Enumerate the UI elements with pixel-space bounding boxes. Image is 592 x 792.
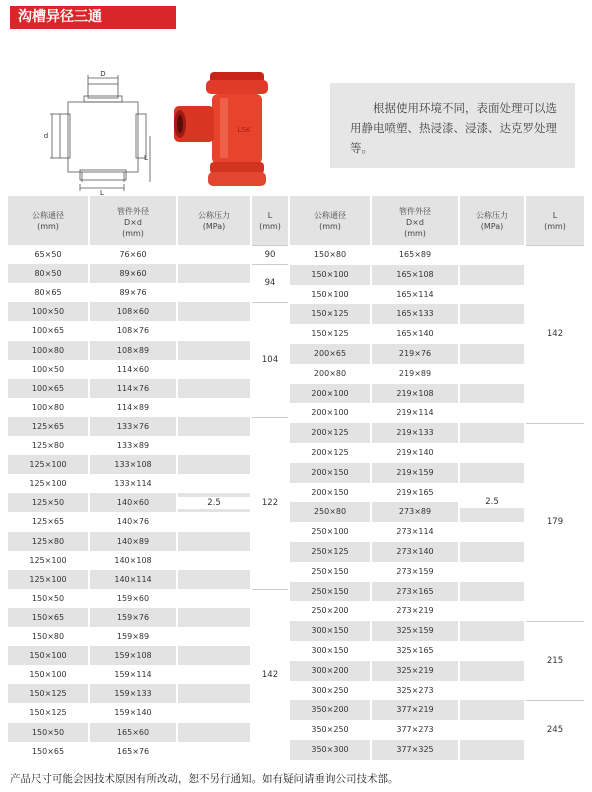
label-D: D [100, 70, 106, 78]
table-cell-bg [178, 398, 250, 417]
table-cell-bg [178, 570, 250, 589]
table-cell: 133×108 [90, 455, 176, 474]
label-d: d [43, 132, 49, 140]
table-cell: 150×50 [8, 723, 88, 742]
table-cell: 219×76 [372, 344, 458, 364]
table-cell: 325×273 [396, 685, 434, 695]
pressure-value: 2.5 [178, 497, 250, 509]
table-cell-bg [178, 321, 250, 340]
length-value: 122 [261, 497, 279, 508]
table-cell: 219×114 [396, 408, 434, 418]
table-cell: 273×140 [372, 542, 458, 562]
table-cell: 150×125 [290, 304, 370, 324]
table-cell: 140×60 [90, 493, 176, 512]
header-col1 [8, 196, 88, 245]
header-col1-line: (mm) [37, 222, 59, 231]
table-cell-bg [178, 245, 250, 264]
table-cell-bg [178, 608, 250, 627]
table-cell: 89×60 [90, 264, 176, 283]
header-col3-line: (MPa) [202, 222, 226, 231]
table-cell: 150×100 [311, 289, 349, 299]
table-cell-bg [178, 283, 250, 302]
label-L-horizontal: L [100, 189, 104, 195]
table-cell: 200×125 [290, 423, 370, 443]
length-value: 142 [546, 329, 564, 340]
table-cell: 250×150 [311, 566, 349, 576]
table-cell: 219×165 [396, 487, 434, 497]
table-cell: 150×100 [290, 265, 370, 285]
header-col1 [290, 196, 370, 245]
table-cell: 219×133 [372, 423, 458, 443]
table-cell: 114×89 [116, 402, 150, 412]
table-cell: 200×125 [311, 448, 349, 457]
table-cell: 108×89 [90, 341, 176, 360]
header-col4-line: (mm) [259, 222, 281, 231]
table-cell-bg [460, 542, 524, 562]
table-cell: 150×65 [31, 746, 65, 756]
table-cell: 200×65 [290, 344, 370, 364]
table-cell-bg [178, 360, 250, 379]
table-cell: 159×76 [90, 608, 176, 627]
table-cell: 100×50 [8, 302, 88, 321]
table-cell-bg [460, 661, 524, 681]
surface-treatment-note: 根据使用环境不同，表面处理可以选用静电喷塑、热浸漆、浸漆、达克罗处理等。 [350, 101, 557, 155]
table-cell: 80×50 [8, 264, 88, 283]
table-cell-bg [460, 304, 524, 324]
table-cell-bg [178, 589, 250, 608]
length-value: 142 [261, 669, 279, 680]
table-cell: 350×200 [290, 700, 370, 720]
table-cell: 133×89 [116, 441, 150, 450]
table-cell: 159×140 [114, 708, 152, 718]
table-cell: 140×89 [90, 532, 176, 551]
product-photo [172, 68, 287, 198]
left-spec-table [8, 196, 288, 761]
length-value: 90 [264, 249, 276, 260]
table-cell: 250×200 [311, 606, 349, 616]
table-cell-bg [178, 302, 250, 321]
table-cell: 125×50 [8, 493, 88, 512]
header-col2-line: D×d [406, 218, 424, 227]
table-cell: 133×114 [114, 479, 152, 489]
table-cell: 300×250 [311, 685, 349, 695]
table-cell: 150×125 [8, 684, 88, 703]
table-cell: 165×133 [372, 304, 458, 324]
table-cell: 165×60 [90, 723, 176, 742]
table-cell: 219×159 [372, 463, 458, 483]
table-cell-bg [460, 562, 524, 582]
table-cell: 300×200 [290, 661, 370, 681]
table-cell: 150×50 [31, 593, 65, 603]
table-cell: 100×65 [8, 379, 88, 398]
table-cell: 325×219 [372, 661, 458, 681]
table-cell: 165×114 [396, 289, 434, 299]
table-cell: 65×50 [34, 250, 62, 259]
table-cell: 273×159 [396, 566, 434, 576]
table-cell: 273×89 [372, 502, 458, 522]
table-cell: 159×133 [90, 684, 176, 703]
header-col4-line: L [267, 211, 273, 220]
table-cell: 150×125 [311, 329, 349, 339]
table-cell-bg [178, 264, 250, 283]
table-cell-bg [460, 463, 524, 483]
table-cell: 125×100 [29, 479, 67, 489]
table-cell-bg [460, 720, 524, 740]
header-col4 [252, 196, 288, 245]
table-cell: 125×80 [8, 532, 88, 551]
header-col4-line: L [552, 211, 558, 220]
table-cell: 140×108 [114, 555, 152, 565]
table-cell: 114×76 [90, 379, 176, 398]
table-cell: 140×76 [116, 517, 150, 527]
table-cell-bg [178, 512, 250, 531]
table-cell: 250×100 [311, 527, 349, 537]
table-cell: 219×89 [398, 368, 432, 378]
photo-brand-mark: LSK [237, 126, 251, 134]
header-col2-line: D×d [124, 218, 142, 227]
header-col3-line: 公称压力 [198, 211, 230, 220]
length-value: 179 [546, 517, 564, 528]
table-cell: 325×159 [372, 621, 458, 641]
header-col3-line: (MPa) [480, 222, 504, 231]
header-col3 [178, 196, 250, 245]
table-cell-bg [178, 627, 250, 646]
table-cell: 250×150 [290, 582, 370, 602]
table-cell: 150×65 [8, 608, 88, 627]
table-cell: 125×100 [29, 555, 67, 565]
table-cell: 150×125 [29, 708, 67, 718]
table-cell-bg [460, 740, 524, 760]
table-cell-bg [178, 379, 250, 398]
table-cell: 159×114 [114, 670, 152, 680]
table-cell: 200×150 [311, 487, 349, 497]
table-cell: 200×80 [313, 368, 347, 378]
table-cell: 100×65 [31, 326, 65, 336]
table-cell: 80×65 [34, 288, 62, 298]
table-cell-bg [460, 384, 524, 404]
table-cell: 100×80 [31, 402, 65, 412]
table-cell: 300×150 [290, 621, 370, 641]
table-cell: 76×60 [119, 250, 147, 259]
header-col1-line: 公称通径 [32, 211, 64, 220]
header-col3 [460, 196, 524, 245]
table-cell-bg [460, 285, 524, 305]
table-cell: 273×219 [396, 606, 434, 616]
length-value: 94 [264, 278, 276, 289]
table-cell: 200×150 [290, 463, 370, 483]
table-cell-bg [178, 436, 250, 455]
right-spec-table [290, 196, 584, 760]
header-col2-line: (mm) [122, 229, 144, 238]
pressure-value: 2.5 [460, 496, 524, 508]
table-cell-bg [178, 684, 250, 703]
table-cell: 159×89 [116, 632, 150, 641]
table-cell: 165×108 [372, 265, 458, 285]
table-cell: 133×76 [90, 417, 176, 436]
table-cell: 200×100 [290, 384, 370, 404]
length-value: 104 [261, 354, 279, 365]
table-cell-bg [460, 423, 524, 443]
table-cell-bg [178, 341, 250, 360]
table-cell-bg [178, 474, 250, 493]
table-cell: 150×100 [29, 670, 67, 680]
table-cell: 219×140 [396, 448, 434, 457]
header-col2-line: 管件外径 [117, 207, 149, 216]
label-L-vertical: L [144, 154, 148, 162]
header-col2-line: (mm) [404, 229, 426, 238]
table-cell-bg [178, 646, 250, 665]
table-cell: 325×165 [396, 646, 434, 655]
table-cell: 350×300 [290, 740, 370, 760]
table-cell-bg [178, 551, 250, 570]
header-col4-line: (mm) [544, 222, 566, 231]
table-cell: 140×114 [90, 570, 176, 589]
table-cell: 159×108 [90, 646, 176, 665]
table-cell: 100×50 [31, 364, 65, 374]
table-cell: 125×65 [31, 517, 65, 527]
header-col1-line: 公称通径 [314, 211, 346, 220]
table-cell: 165×89 [398, 250, 432, 259]
table-cell: 250×80 [290, 502, 370, 522]
header-col4 [526, 196, 584, 245]
table-cell: 350×250 [311, 725, 349, 735]
table-cell: 377×273 [396, 725, 434, 735]
header-col2-line: 管件外径 [399, 207, 431, 216]
table-cell: 100×80 [8, 341, 88, 360]
table-cell-bg [178, 742, 250, 761]
table-cell: 219×108 [372, 384, 458, 404]
table-cell: 114×60 [116, 364, 150, 374]
table-cell-bg [178, 532, 250, 551]
table-cell: 150×80 [31, 632, 65, 641]
tee-dimension-diagram [40, 70, 155, 195]
table-cell: 273×114 [396, 527, 434, 537]
table-cell-bg [460, 681, 524, 701]
table-cell: 165×140 [396, 329, 434, 339]
header-col2 [90, 196, 176, 245]
table-cell: 125×80 [31, 441, 65, 450]
footer-note: 产品尺寸可能会因技术原因有所改动，恕不另行通知。如有疑问请垂询公司技术部。 [10, 773, 399, 785]
table-cell-bg [460, 265, 524, 285]
table-cell: 89×76 [119, 288, 147, 298]
table-cell: 125×100 [8, 570, 88, 589]
page-title: 沟槽异径三通 [10, 6, 176, 29]
table-cell: 125×65 [8, 417, 88, 436]
table-cell-bg [178, 703, 250, 722]
table-cell-bg [178, 455, 250, 474]
table-cell-bg [460, 245, 524, 265]
table-cell-bg [460, 641, 524, 661]
table-cell-bg [460, 601, 524, 621]
table-cell-bg [178, 723, 250, 742]
table-cell: 108×60 [90, 302, 176, 321]
table-cell: 377×325 [372, 740, 458, 760]
table-cell: 200×100 [311, 408, 349, 418]
table-cell-bg [460, 443, 524, 463]
table-cell-bg [460, 700, 524, 720]
table-cell-bg [460, 403, 524, 423]
table-cell: 377×219 [372, 700, 458, 720]
table-cell-bg [460, 582, 524, 602]
header-col2 [372, 196, 458, 245]
table-cell: 150×100 [8, 646, 88, 665]
table-cell-bg [460, 344, 524, 364]
table-cell: 165×76 [116, 746, 150, 756]
table-cell-bg [460, 324, 524, 344]
length-value: 215 [546, 655, 564, 666]
table-cell: 250×125 [290, 542, 370, 562]
header-col3-line: 公称压力 [476, 211, 508, 220]
table-cell-bg [178, 665, 250, 684]
table-cell: 108×76 [116, 326, 150, 336]
header-col1-line: (mm) [319, 222, 341, 231]
table-cell: 150×80 [313, 250, 347, 259]
table-cell: 125×100 [8, 455, 88, 474]
table-cell-bg [460, 522, 524, 542]
table-cell: 159×60 [116, 593, 150, 603]
table-cell-bg [460, 364, 524, 384]
table-cell-bg [178, 417, 250, 436]
length-value: 245 [546, 725, 564, 736]
table-cell: 273×165 [372, 582, 458, 602]
table-cell: 300×150 [311, 646, 349, 655]
table-cell-bg [460, 621, 524, 641]
